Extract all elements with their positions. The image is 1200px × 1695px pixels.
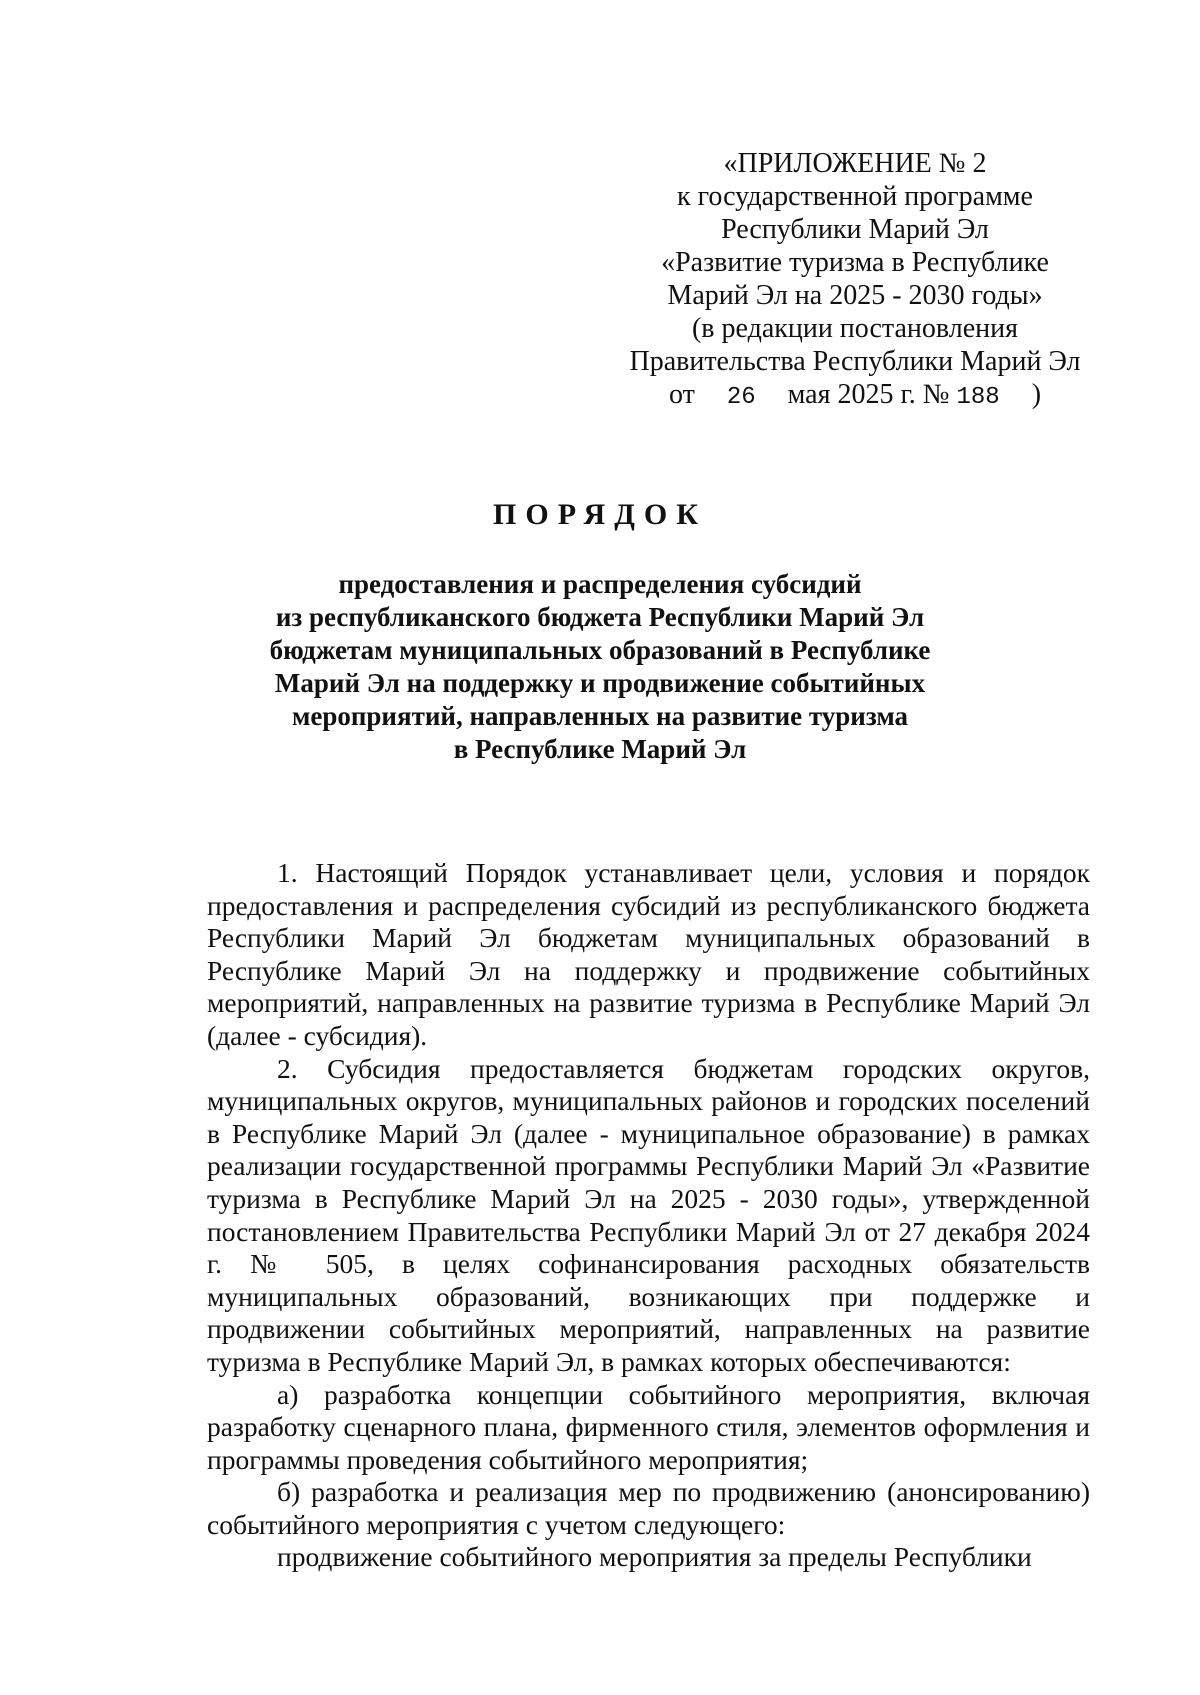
appendix-line: «Развитие туризма в Республике xyxy=(661,247,1049,278)
subtitle-line: предоставления и распределения субсидий xyxy=(338,569,862,599)
appendix-line: (в редакции постановления xyxy=(691,313,1019,344)
appendix-line: «ПРИЛОЖЕНИЕ № 2 xyxy=(723,148,987,179)
appendix-date-line xyxy=(620,378,1090,414)
document-body xyxy=(207,857,1090,1574)
document-title: ПОРЯДОК xyxy=(493,498,707,531)
date-rest: мая 2025 г. № xyxy=(787,379,950,410)
date-prefix: от xyxy=(668,379,695,410)
subtitle-line: мероприятий, направленных на развитие туризма xyxy=(291,701,909,731)
appendix-line: Правительства Республики Марий Эл xyxy=(629,346,1081,377)
subtitle-line: Марий Эл на поддержку и продвижение событийных xyxy=(274,668,926,698)
paragraph-2b-continued: продвижение событийного мероприятия за пределы Республики xyxy=(277,1541,1032,1573)
paragraph-2b: б) разработка и реализация мер по продвижению (анонсированию) событийного мероприятия с учетом следующего: xyxy=(207,1476,1090,1540)
document-number: 188 xyxy=(956,384,1000,411)
appendix-line: к государственной программе xyxy=(677,181,1033,212)
appendix-header xyxy=(620,147,1090,414)
date-close: ) xyxy=(1031,379,1042,410)
appendix-line: Марий Эл на 2025 - 2030 годы» xyxy=(667,280,1043,311)
paragraph-2a: а) разработка концепции событийного мероприятия, включая разработку сценарного плана, фирменного стиля, элементов оформления и программы проведения событийного мероприятия; xyxy=(207,1378,1090,1475)
appendix-line: Республики Марий Эл xyxy=(721,214,989,245)
paragraph-1: 1. Настоящий Порядок устанавливает цели, условия и порядок предоставления и распределения субсидий из республиканского бюджета Республики Марий Эл бюджетам муниципальных образований в Республике Марий Эл на поддержку и продвижение событийных мероприятий, направленных на развитие туризма в Республике Марий Эл (далее - субсидия). xyxy=(207,857,1090,1051)
date-day: 26 xyxy=(726,384,756,411)
subtitle-line: из республиканского бюджета Республики Марий Эл xyxy=(275,602,925,632)
document-subtitle xyxy=(250,568,950,766)
paragraph-2: 2. Субсидия предоставляется бюджетам городских округов, муниципальных округов, муниципальных районов и городских поселений в Республике Марий Эл (далее - муниципальное образование) в рамках реализации государственной программы Республики Марий Эл «Развитие туризма в Республике Марий Эл на 2025 - 2030 годы», утвержденной постановлением Правительства Республики Марий Эл от 27 декабря 2024 г. № 505, в целях софинансирования расходных обязательств муниципальных образований, возникающих при поддержке и продвижении событийных мероприятий, направленных на развитие туризма в Республике Марий Эл, в рамках которых обеспечиваются: xyxy=(207,1052,1090,1377)
subtitle-line: в Республике Марий Эл xyxy=(453,734,747,764)
subtitle-line: бюджетам муниципальных образований в Республике xyxy=(269,635,931,665)
